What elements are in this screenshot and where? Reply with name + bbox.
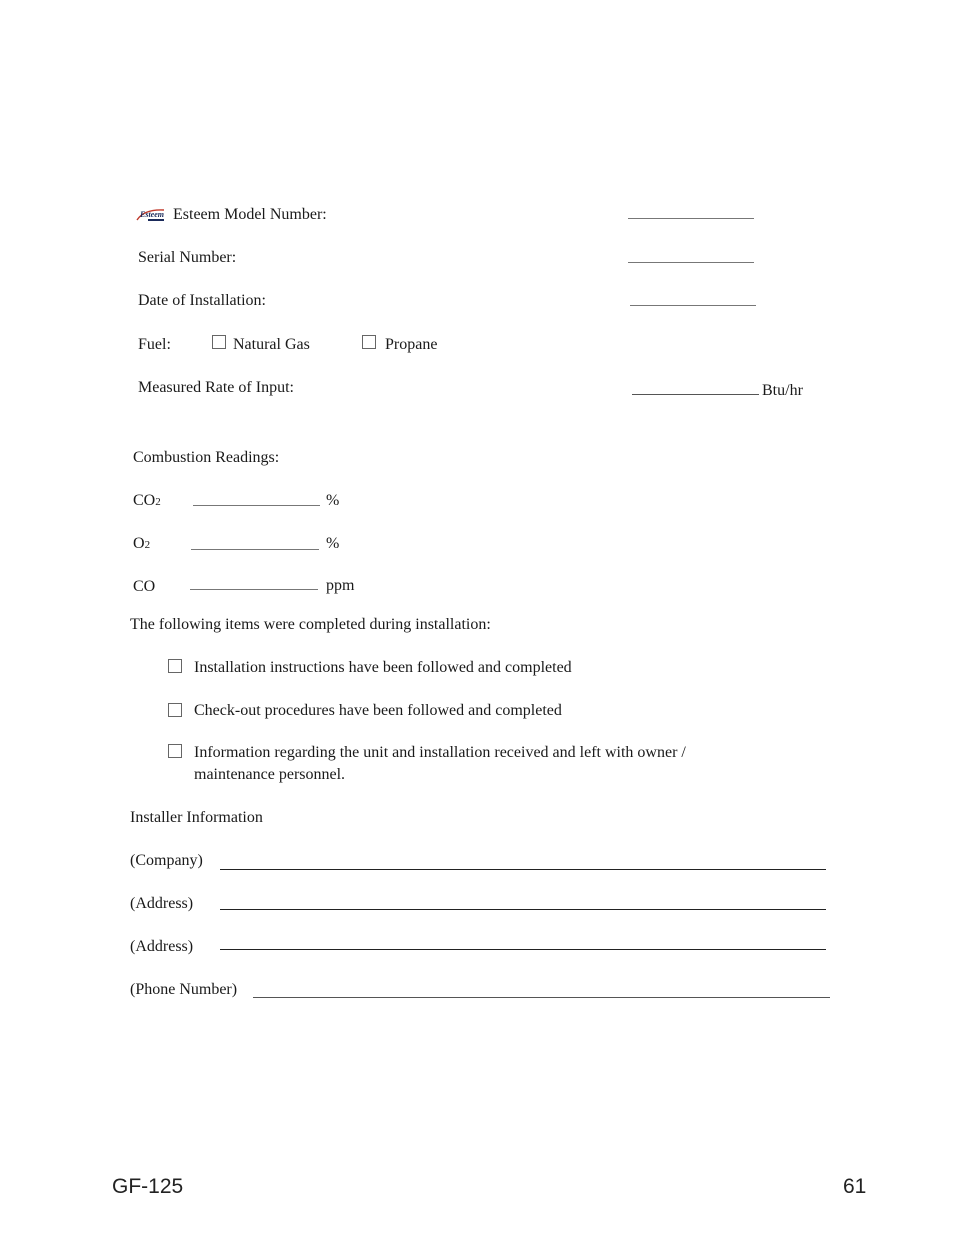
co2-field[interactable]	[193, 505, 320, 506]
co-field[interactable]	[190, 589, 318, 590]
rate-unit: Btu/hr	[762, 382, 803, 399]
co2-label: CO2	[133, 492, 161, 509]
company-label: (Company)	[130, 852, 203, 869]
date-of-installation-label: Date of Installation:	[138, 292, 266, 309]
propane-label: Propane	[385, 336, 438, 353]
address-label-2: (Address)	[130, 938, 194, 955]
co-label: CO	[133, 578, 156, 595]
co2-unit: %	[326, 492, 340, 509]
o2-unit: %	[326, 535, 340, 552]
owner-information-label-continued: maintenance personnel.	[194, 766, 346, 783]
rate-of-input-label: Measured Rate of Input:	[138, 379, 294, 396]
page-number: 61	[843, 1175, 867, 1198]
natural-gas-label: Natural Gas	[233, 336, 310, 353]
checkout-procedures-label: Check-out procedures have been followed and completed	[194, 702, 562, 719]
model-number-label: Esteem Model Number:	[173, 206, 327, 223]
propane-checkbox[interactable]	[362, 335, 376, 349]
phone-number-label: (Phone Number)	[130, 981, 238, 998]
logo-text: Esteem	[140, 210, 164, 219]
o2-label: O2	[133, 535, 151, 552]
serial-number-label: Serial Number:	[138, 249, 237, 266]
esteem-logo-icon	[134, 205, 170, 225]
co-unit: ppm	[326, 577, 355, 594]
address-field-1[interactable]	[220, 909, 826, 910]
combustion-readings-heading: Combustion Readings:	[133, 449, 280, 466]
installation-instructions-label: Installation instructions have been followed and completed	[194, 659, 572, 676]
checklist-heading: The following items were completed during installation:	[130, 616, 491, 633]
phone-number-field[interactable]	[253, 997, 830, 998]
address-label-1: (Address)	[130, 895, 194, 912]
serial-number-field[interactable]	[628, 262, 754, 263]
checkout-procedures-checkbox[interactable]	[168, 703, 182, 717]
rate-of-input-field[interactable]	[632, 394, 759, 395]
company-field[interactable]	[220, 869, 826, 870]
date-of-installation-field[interactable]	[630, 305, 756, 306]
installation-instructions-checkbox[interactable]	[168, 659, 182, 673]
address-field-2[interactable]	[220, 949, 826, 950]
footer-model: GF-125	[112, 1175, 184, 1198]
owner-information-label: Information regarding the unit and installation received and left with owner /	[194, 744, 686, 761]
installer-information-heading: Installer Information	[130, 809, 263, 826]
natural-gas-checkbox[interactable]	[212, 335, 226, 349]
o2-field[interactable]	[191, 549, 319, 550]
fuel-label: Fuel:	[138, 336, 171, 353]
model-number-field[interactable]	[628, 218, 754, 219]
owner-information-checkbox[interactable]	[168, 744, 182, 758]
